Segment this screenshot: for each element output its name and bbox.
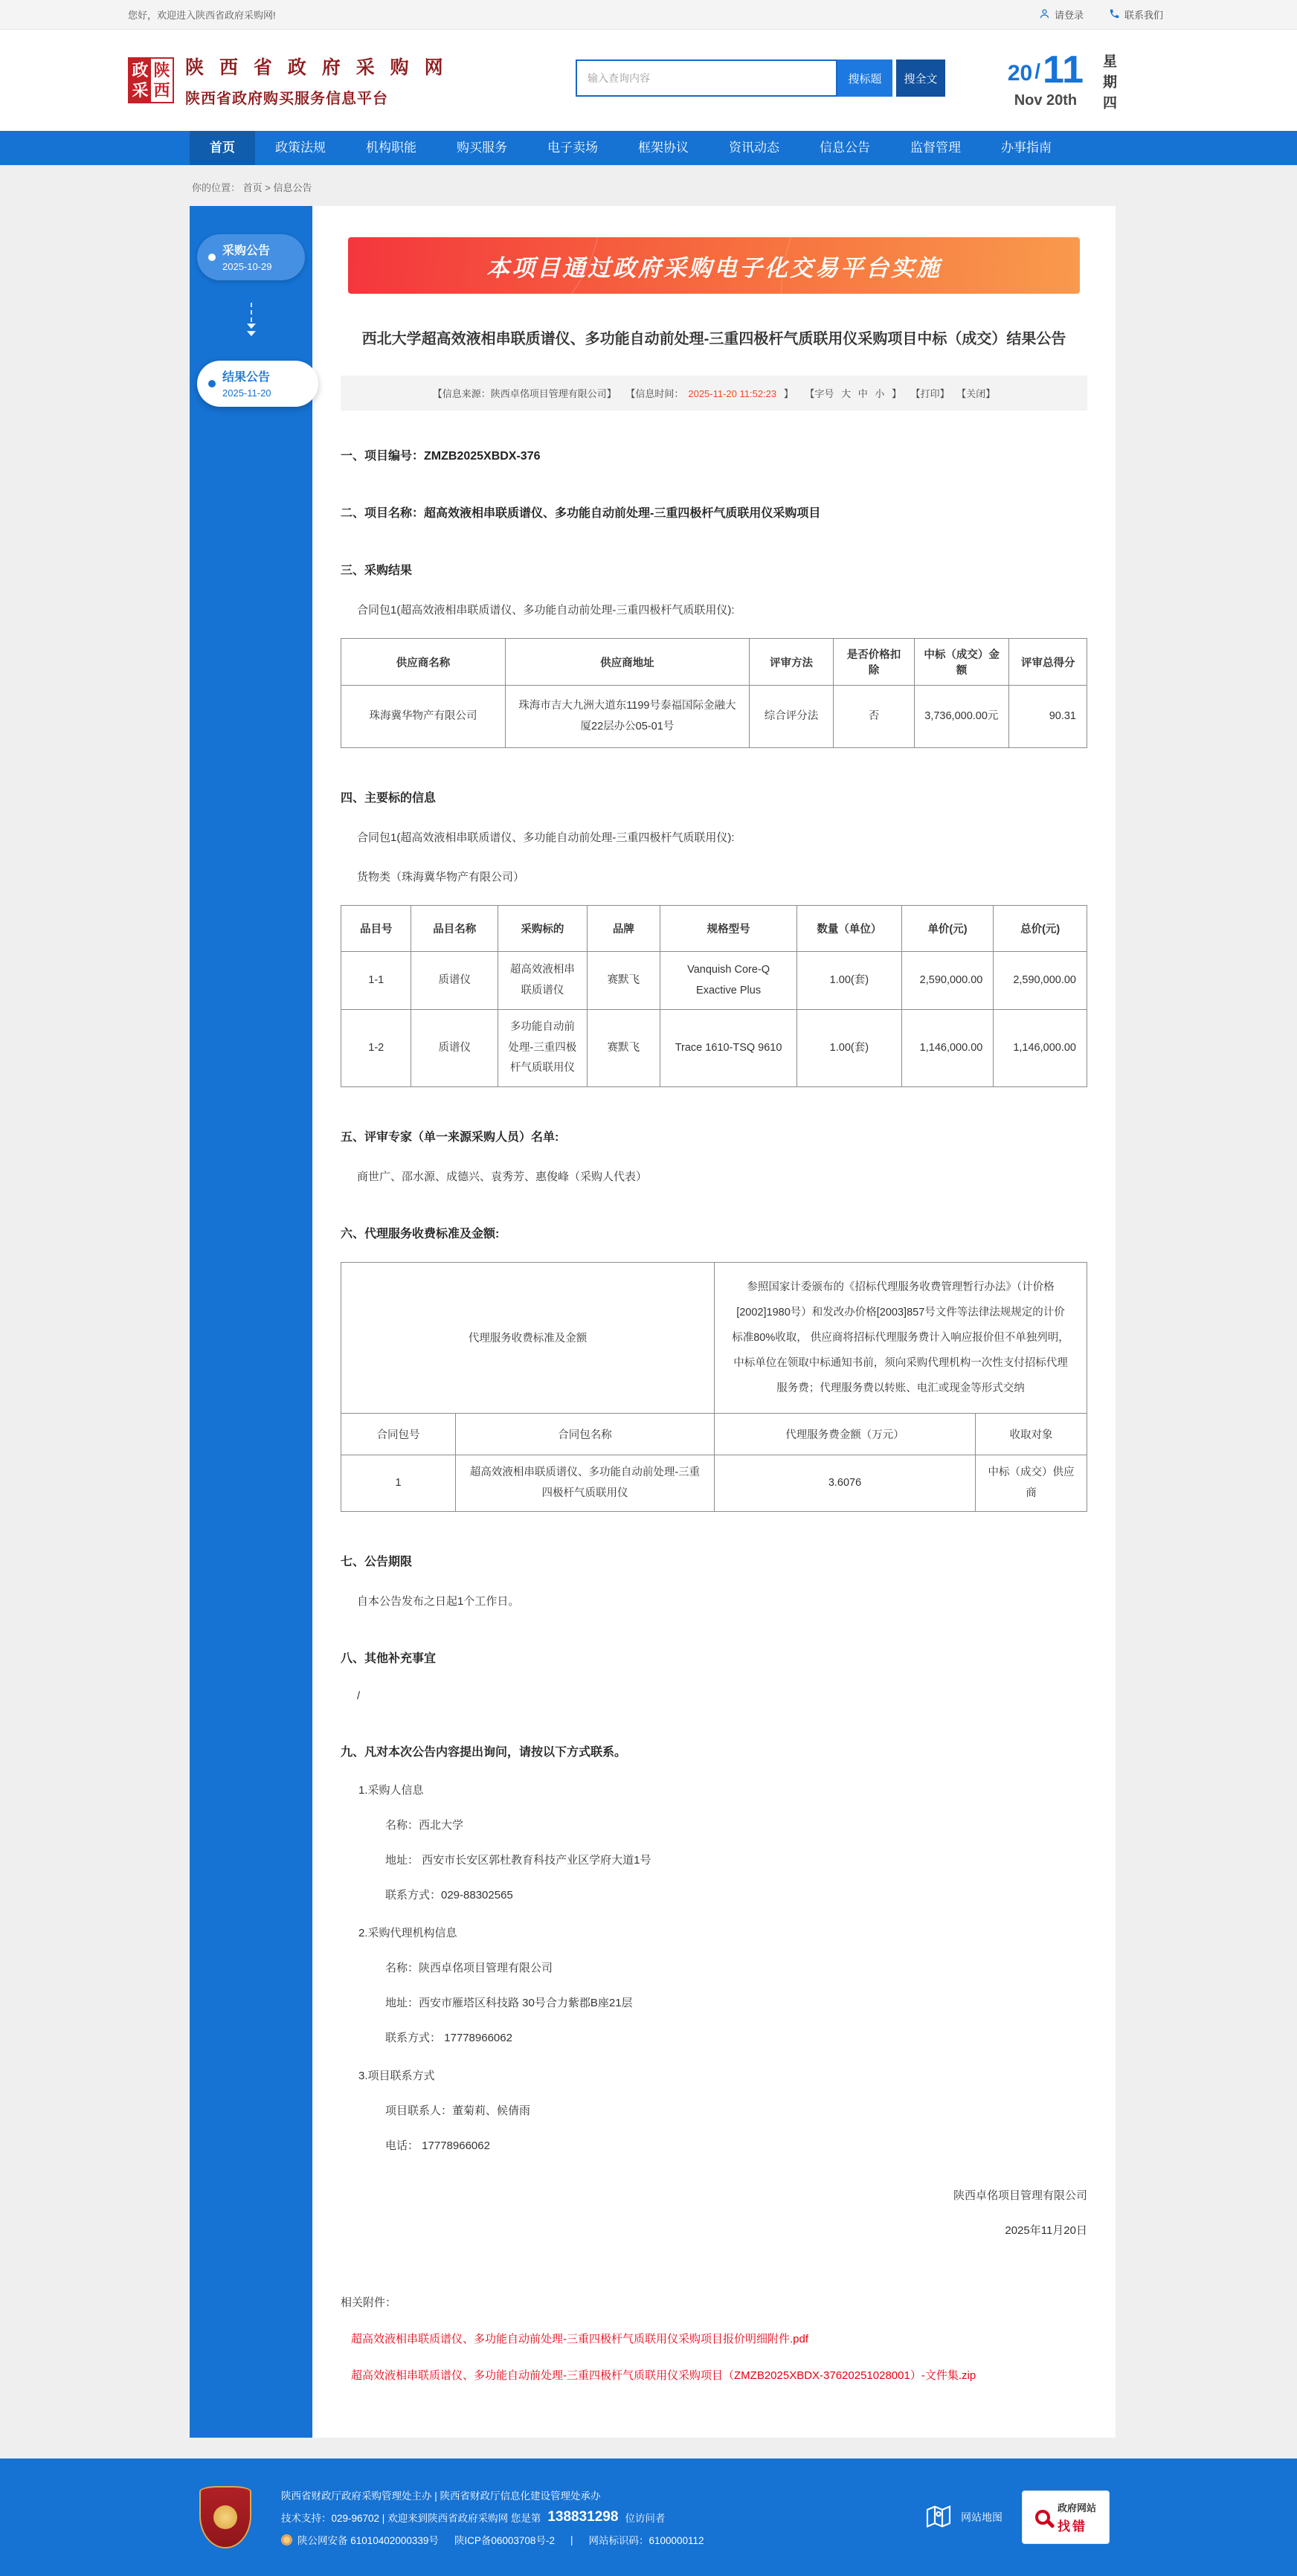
cell-model: Vanquish Core-Q Exactive Plus xyxy=(660,952,797,1010)
table-row xyxy=(341,1455,1087,1511)
goods-category-line: 货物类（珠海冀华物产有限公司） xyxy=(357,871,525,883)
footer-shield-logo xyxy=(199,2486,251,2548)
cell-supplier-address: 珠海市吉大九洲大道东1199号泰福国际金融大厦22层办公05-01号 xyxy=(506,686,750,748)
contact-us-label: 联系我们 xyxy=(1124,10,1163,21)
purchaser-name: 名称：西北大学 xyxy=(385,1819,464,1832)
nav-item-supervision[interactable]: 监督管理 xyxy=(910,141,961,155)
error-box-title: 政府网站 xyxy=(1057,2502,1096,2514)
timeline-item-result-notice[interactable] xyxy=(197,361,318,407)
timeline-date: 2025-11-20 xyxy=(222,387,271,399)
announcement-period-text: 自本公告发布之日起1个工作日。 xyxy=(357,1595,520,1609)
breadcrumb xyxy=(0,165,1297,206)
close-button[interactable]: 【关闭】 xyxy=(956,388,996,399)
nav-item-home[interactable]: 首页 xyxy=(190,131,255,165)
top-bar xyxy=(0,0,1297,30)
logo-char: 政 xyxy=(132,60,149,80)
welcome-text: 您好，欢迎进入陕西省政府采购网! xyxy=(128,10,276,21)
timeline-item-procurement-notice[interactable] xyxy=(197,234,305,280)
logo-char: 西 xyxy=(153,81,170,100)
cell-fee-payer: 中标（成交）供应商 xyxy=(976,1455,1087,1511)
purchaser-phone: 联系方式：029-88302565 xyxy=(385,1889,513,1902)
map-icon xyxy=(924,2502,953,2534)
site-header xyxy=(0,30,1297,131)
cell-quantity: 1.00(套) xyxy=(797,1010,902,1087)
section-6-heading: 六、代理服务收费标准及金额: xyxy=(341,1227,500,1240)
search-fulltext-button[interactable]: 搜全文 xyxy=(896,59,945,97)
icp-beian-link[interactable]: 陕ICP备06003708号-2 xyxy=(454,2535,555,2547)
th-model: 规格型号 xyxy=(660,906,797,952)
project-contact-phone: 电话： 17778966062 xyxy=(385,2139,490,2153)
attachments-label: 相关附件： xyxy=(341,2296,397,2310)
agency-fee-table xyxy=(341,1262,1087,1512)
cell-brand: 赛默飞 xyxy=(587,1010,660,1087)
table-header-row xyxy=(341,906,1087,952)
date-block xyxy=(1007,48,1159,116)
breadcrumb-separator: > xyxy=(265,182,271,193)
brand xyxy=(128,53,448,108)
cell-model: Trace 1610-TSQ 9610 xyxy=(660,1010,797,1087)
visitor-count: 138831298 xyxy=(547,2509,619,2525)
cell-fee-standard-desc: 参照国家计委颁布的《招标代理服务收费管理暂行办法》（计价格[2002]1980号）和发改办价格[2003]857号文件等法律法规规定的计价标准80%收取， 供应商将招标代理服务费计入响应报价但不单独列明，中标单位在领取中标通知书前，须向采购代理机构一次性支付招标代理服务费；代理服务费以转账、电汇或现金等形式交纳 xyxy=(715,1262,1087,1413)
table-row xyxy=(341,1010,1087,1087)
cell-agency-fee: 3.6076 xyxy=(715,1455,976,1511)
search-input[interactable] xyxy=(576,59,837,97)
magnifier-icon xyxy=(1035,2510,1050,2525)
section-4-heading: 四、主要标的信息 xyxy=(341,792,437,805)
cell-package-no: 1 xyxy=(341,1455,456,1511)
attachments-section xyxy=(341,2294,1087,2383)
cell-total-price: 1,146,000.00 xyxy=(994,1010,1087,1087)
th-review-method: 评审方法 xyxy=(749,639,834,686)
user-icon xyxy=(1039,8,1050,22)
table-header-row xyxy=(341,1413,1087,1455)
font-medium-button[interactable]: 中 xyxy=(857,388,868,399)
project-contact-title: 3.项目联系方式 xyxy=(358,2070,435,2083)
search-bar xyxy=(576,59,945,97)
meta-time: 【信息时间： 2025-11-20 11:52:23 】 xyxy=(625,388,794,399)
th-package-name: 合同包名称 xyxy=(456,1413,715,1455)
error-box-subtitle: 找错 xyxy=(1057,2519,1087,2534)
section-9-heading: 九、凡对本次公告内容提出询问，请按以下方式联系。 xyxy=(341,1746,627,1759)
gongan-beian-link[interactable]: 陕公网安备 61010402000339号 xyxy=(297,2535,439,2547)
site-logo xyxy=(128,57,174,103)
site-footer xyxy=(0,2459,1297,2576)
article-meta-bar xyxy=(341,376,1087,410)
date-english: Nov 20th xyxy=(1014,92,1078,109)
attachment-link-pdf[interactable]: 超高效液相串联质谱仪、多功能自动前处理-三重四极杆气质联用仪采购项目报价明细附件.pdf xyxy=(351,2333,809,2346)
contact-us-link[interactable] xyxy=(1109,7,1163,22)
meta-font-size: 【字号 大 中 小 】 xyxy=(805,388,901,399)
cell-supplier-name: 珠海冀华物产有限公司 xyxy=(341,686,506,748)
breadcrumb-home-link[interactable]: 首页 xyxy=(242,182,263,193)
section-3-heading: 三、采购结果 xyxy=(341,564,413,577)
th-price-deduction: 是否价格扣除 xyxy=(834,639,915,686)
article-title: 西北大学超高效液相串联质谱仪、多功能自动前处理-三重四极杆气质联用仪采购项目中标（成交）结果公告 xyxy=(361,331,1066,347)
nav-item-functions[interactable]: 机构职能 xyxy=(366,141,416,155)
section-1-heading: 一、项目编号：ZMZB2025XBDX-376 xyxy=(341,450,541,463)
meta-source: 【信息来源：陕西卓佲项目管理有限公司】 xyxy=(432,388,617,399)
font-small-button[interactable]: 小 xyxy=(875,388,885,399)
agency-address: 地址：西安市雁塔区科技路 30号合力紫郡B座21层 xyxy=(385,1997,633,2010)
cell-procurement-subject: 多功能自动前处理-三重四极杆气质联用仪 xyxy=(498,1010,588,1087)
date-month: 11 xyxy=(1043,48,1084,91)
section-7-heading: 七、公告期限 xyxy=(341,1556,413,1569)
logo-char: 采 xyxy=(132,81,149,100)
th-total-score: 评审总得分 xyxy=(1009,639,1087,686)
nav-item-framework[interactable]: 框架协议 xyxy=(638,141,689,155)
timeline-dot xyxy=(208,254,216,261)
cell-unit-price: 1,146,000.00 xyxy=(901,1010,994,1087)
cell-quantity: 1.00(套) xyxy=(797,952,902,1010)
footer-support-line: 技术支持：029-96702 | 欢迎来到陕西省政府采购网 您是第 138831298 位访问者 xyxy=(281,2509,666,2525)
timeline-label: 采购公告 xyxy=(222,245,271,257)
cell-procurement-subject: 超高效液相串联质谱仪 xyxy=(498,952,588,1010)
cell-package-name: 超高效液相串联质谱仪、多功能自动前处理-三重四极杆气质联用仪 xyxy=(456,1455,715,1511)
other-matters-text: / xyxy=(357,1690,361,1703)
th-procurement-subject: 采购标的 xyxy=(498,906,588,952)
platform-banner: 本项目通过政府采购电子化交易平台实施 xyxy=(348,237,1080,294)
site-title: 陕 西 省 政 府 采 购 网 xyxy=(185,57,448,78)
th-supplier-name: 供应商名称 xyxy=(341,639,506,686)
print-button[interactable]: 【打印】 xyxy=(910,388,950,399)
table-row xyxy=(341,1262,1087,1413)
cell-review-method: 综合评分法 xyxy=(749,686,834,748)
timeline-label: 结果公告 xyxy=(222,371,271,384)
procurement-result-table xyxy=(341,638,1087,748)
expert-names: 商世广、邵水源、成德兴、袁秀芳、惠俊峰（采购人代表） xyxy=(357,1170,648,1183)
nav-item-policies[interactable]: 政策法规 xyxy=(275,141,326,155)
signature-company: 陕西卓佲项目管理有限公司 xyxy=(953,2189,1087,2203)
site-code: 网站标识码：6100000112 xyxy=(588,2535,704,2547)
login-label: 请登录 xyxy=(1054,10,1084,21)
table-header-row xyxy=(341,639,1087,686)
breadcrumb-label: 你的位置： xyxy=(192,182,241,193)
th-quantity: 数量（单位） xyxy=(797,906,902,952)
public-security-badge-icon xyxy=(281,2534,292,2546)
cell-item-no: 1-2 xyxy=(341,1010,411,1087)
timeline-arrow-icon: ▼ ▼ xyxy=(190,303,312,337)
main-bid-items-table xyxy=(341,905,1087,1087)
project-contact-person: 项目联系人：董菊莉、候倩雨 xyxy=(385,2105,531,2118)
cell-brand: 赛默飞 xyxy=(587,952,660,1010)
signature-block xyxy=(341,2190,1087,2236)
site-subtitle: 陕西省政府购买服务信息平台 xyxy=(185,91,388,107)
th-brand: 品牌 xyxy=(587,906,660,952)
sitemap-label: 网站地图 xyxy=(961,2511,1002,2524)
section-2-heading: 二、项目名称：超高效液相串联质谱仪、多功能自动前处理-三重四极杆气质联用仪采购项目 xyxy=(341,507,821,520)
th-item-name: 品目名称 xyxy=(411,906,498,952)
th-fee-payer: 收取对象 xyxy=(976,1413,1087,1455)
attachment-link-zip[interactable]: 超高效液相串联质谱仪、多功能自动前处理-三重四极杆气质联用仪采购项目（ZMZB2025XBDX-37620251028001）-文件集.zip xyxy=(351,2369,976,2383)
th-unit-price: 单价(元) xyxy=(901,906,994,952)
th-total-price: 总价(元) xyxy=(994,906,1087,952)
timeline-dot xyxy=(208,380,216,387)
font-large-button[interactable]: 大 xyxy=(841,388,852,399)
logo-char: 陕 xyxy=(153,60,170,80)
purchaser-info-title: 1.采购人信息 xyxy=(358,1784,424,1797)
th-package-no: 合同包号 xyxy=(341,1413,456,1455)
agency-info-title: 2.采购代理机构信息 xyxy=(358,1927,457,1940)
cell-fee-standard-label: 代理服务收费标准及金额 xyxy=(341,1262,715,1413)
date-weekday: 星期四 xyxy=(1101,54,1116,116)
cell-item-no: 1-1 xyxy=(341,952,411,1010)
contract-package-line: 合同包1(超高效液相串联质谱仪、多功能自动前处理-三重四极杆气质联用仪): xyxy=(357,831,735,844)
date-separator: / xyxy=(1034,59,1041,83)
cell-total-score: 90.31 xyxy=(1009,686,1087,748)
nav-item-guide[interactable]: 办事指南 xyxy=(1001,141,1052,155)
main-nav xyxy=(0,131,1297,165)
timeline-sidebar xyxy=(190,206,312,2438)
th-supplier-address: 供应商地址 xyxy=(506,639,750,686)
table-row xyxy=(341,686,1087,748)
date-day: 20 xyxy=(1007,61,1033,86)
timeline-date: 2025-10-29 xyxy=(222,261,272,273)
table-row xyxy=(341,952,1087,1010)
signature-date: 2025年11月20日 xyxy=(1005,2224,1087,2238)
search-title-button[interactable]: 搜标题 xyxy=(837,59,892,97)
nav-item-announcements[interactable]: 信息公告 xyxy=(820,141,870,155)
cell-award-amount: 3,736,000.00元 xyxy=(914,686,1009,748)
breadcrumb-current[interactable]: 信息公告 xyxy=(273,182,312,193)
agency-phone: 联系方式： 17778966062 xyxy=(385,2032,512,2045)
footer-organizer-line: 陕西省财政厅政府采购管理处主办 | 陕西省财政厅信息化建设管理处承办 xyxy=(281,2490,601,2502)
th-item-no: 品目号 xyxy=(341,906,411,952)
cell-total-price: 2,590,000.00 xyxy=(994,952,1087,1010)
sitemap-link[interactable] xyxy=(924,2502,1002,2534)
nav-item-purchase-services[interactable]: 购买服务 xyxy=(457,141,507,155)
article-panel xyxy=(312,206,1116,2438)
nav-item-news[interactable]: 资讯动态 xyxy=(729,141,779,155)
gov-site-error-report-button[interactable] xyxy=(1022,2490,1110,2544)
section-5-heading: 五、评审专家（单一来源采购人员）名单: xyxy=(341,1130,559,1144)
content-area xyxy=(190,206,1108,2438)
phone-icon xyxy=(1109,8,1120,22)
th-award-amount: 中标（成交）金额 xyxy=(914,639,1009,686)
th-agency-fee: 代理服务费金额（万元） xyxy=(715,1413,976,1455)
cell-price-deduction: 否 xyxy=(834,686,915,748)
cell-unit-price: 2,590,000.00 xyxy=(901,952,994,1010)
cell-item-name: 质谱仪 xyxy=(411,1010,498,1087)
footer-beian-line: 陕公网安备 61010402000339号 陕ICP备06003708号-2 | 网站标识码：6100000112 xyxy=(281,2532,704,2547)
section-8-heading: 八、其他补充事宜 xyxy=(341,1652,437,1666)
purchaser-address: 地址： 西安市长安区郭杜教育科技产业区学府大道1号 xyxy=(385,1854,651,1867)
contract-package-line: 合同包1(超高效液相串联质谱仪、多功能自动前处理-三重四极杆气质联用仪): xyxy=(357,604,735,616)
nav-item-e-market[interactable]: 电子卖场 xyxy=(547,141,598,155)
cell-item-name: 质谱仪 xyxy=(411,952,498,1010)
agency-name: 名称：陕西卓佲项目管理有限公司 xyxy=(385,1962,553,1975)
login-link[interactable] xyxy=(1039,7,1084,22)
